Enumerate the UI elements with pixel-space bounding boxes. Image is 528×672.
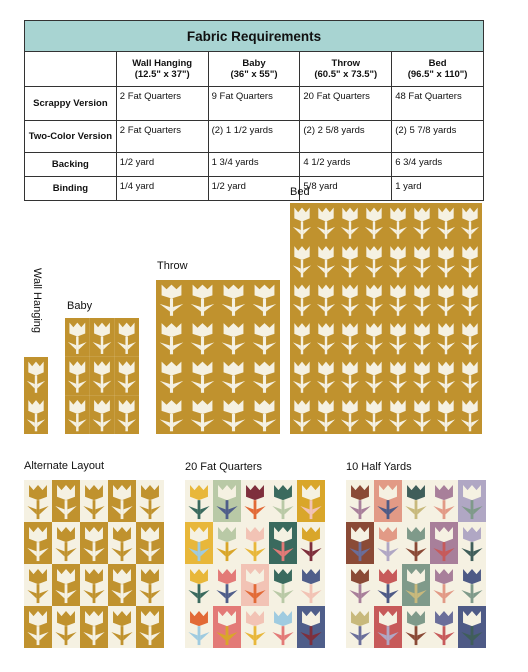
tulip-block <box>338 319 362 358</box>
tulip-block <box>136 522 164 564</box>
tulip-block <box>52 606 80 648</box>
tulip-block <box>241 522 269 564</box>
header-size: (12.5" x 37") <box>134 69 190 80</box>
tulip-block <box>65 357 90 396</box>
tulip-block <box>374 522 402 564</box>
tulip-block <box>346 522 374 564</box>
tulip-block <box>434 357 458 396</box>
tulip-block <box>24 480 52 522</box>
tulip-block <box>314 357 338 396</box>
tulip-block <box>362 203 386 242</box>
tulip-block <box>297 564 325 606</box>
baby-label: Baby <box>67 300 93 312</box>
tulip-block <box>24 357 48 396</box>
tulip-block <box>213 606 241 648</box>
tulip-block <box>136 606 164 648</box>
tulip-block <box>156 357 187 396</box>
tulip-block <box>241 606 269 648</box>
tulip-block <box>386 319 410 358</box>
tulip-block <box>218 280 249 319</box>
header-size: (96.5" x 110") <box>407 69 468 80</box>
tulip-block <box>458 396 482 435</box>
tulip-block <box>80 606 108 648</box>
tulip-block <box>213 480 241 522</box>
tulip-block <box>410 357 434 396</box>
header-name: Throw <box>331 58 361 69</box>
tulip-block <box>290 242 314 281</box>
baby-quilt <box>65 318 139 434</box>
tulip-block <box>24 522 52 564</box>
header-baby <box>208 52 300 87</box>
tulip-block <box>297 522 325 564</box>
tulip-block <box>430 522 458 564</box>
tulip-block <box>314 319 338 358</box>
tulip-block <box>290 203 314 242</box>
tulip-block <box>362 357 386 396</box>
table-cell: (2) 2 5/8 yards <box>300 121 392 153</box>
tulip-block <box>24 396 48 435</box>
tulip-block <box>386 396 410 435</box>
tulip-block <box>114 357 139 396</box>
tulip-block <box>346 480 374 522</box>
tulip-block <box>187 396 218 435</box>
tulip-block <box>108 606 136 648</box>
tulip-block <box>290 280 314 319</box>
fabric-requirements-table <box>24 20 484 201</box>
tulip-block <box>386 280 410 319</box>
alternate-layout-quilt <box>24 480 164 648</box>
tulip-block <box>410 280 434 319</box>
tulip-block <box>269 606 297 648</box>
tulip-block <box>314 280 338 319</box>
half-yards-label: 10 Half Yards <box>346 461 412 473</box>
tulip-block <box>362 396 386 435</box>
tulip-block <box>410 396 434 435</box>
tulip-block <box>156 396 187 435</box>
tulip-block <box>290 319 314 358</box>
tulip-block <box>458 319 482 358</box>
bed-quilt <box>290 203 482 434</box>
header-name: Bed <box>428 58 447 69</box>
table-cell: 2 Fat Quarters <box>116 121 208 153</box>
row-label: Binding <box>25 177 117 201</box>
tulip-block <box>314 396 338 435</box>
tulip-block <box>52 564 80 606</box>
tulip-block <box>185 564 213 606</box>
throw-quilt <box>156 280 280 434</box>
tulip-block <box>402 606 430 648</box>
tulip-block <box>249 319 280 358</box>
row-label: Scrappy Version <box>25 87 117 121</box>
table-header-row <box>25 52 484 87</box>
table-cell: 1/4 yard <box>116 177 208 201</box>
table-cell: 1 yard <box>392 177 484 201</box>
throw-label: Throw <box>157 260 188 272</box>
header-size: (60.5" x 73.5") <box>314 69 378 80</box>
tulip-block <box>65 318 90 357</box>
row-label: Two-Color Version <box>25 121 117 153</box>
header-wall-hanging <box>116 52 208 87</box>
tulip-block <box>80 480 108 522</box>
tulip-block <box>218 357 249 396</box>
table-cell: 9 Fat Quarters <box>208 87 300 121</box>
tulip-block <box>156 280 187 319</box>
bed-label: Bed <box>290 186 310 198</box>
wall-hanging-label: Wall Hanging <box>31 268 43 334</box>
table-row <box>25 153 484 177</box>
table-row <box>25 121 484 153</box>
tulip-block <box>374 564 402 606</box>
tulip-block <box>185 606 213 648</box>
tulip-block <box>386 203 410 242</box>
tulip-block <box>218 319 249 358</box>
tulip-block <box>458 280 482 319</box>
half-yards-quilt <box>346 480 486 648</box>
tulip-block <box>52 480 80 522</box>
table-row <box>25 87 484 121</box>
tulip-block <box>249 280 280 319</box>
tulip-block <box>374 480 402 522</box>
tulip-block <box>430 480 458 522</box>
tulip-block <box>187 319 218 358</box>
row-label: Backing <box>25 153 117 177</box>
tulip-block <box>24 606 52 648</box>
header-name: Wall Hanging <box>132 58 193 69</box>
tulip-block <box>249 396 280 435</box>
tulip-block <box>402 564 430 606</box>
table-cell: 1 3/4 yards <box>208 153 300 177</box>
tulip-block <box>80 522 108 564</box>
tulip-block <box>114 395 139 434</box>
tulip-block <box>458 606 486 648</box>
tulip-block <box>213 522 241 564</box>
table-cell: (2) 1 1/2 yards <box>208 121 300 153</box>
tulip-block <box>386 242 410 281</box>
tulip-block <box>269 564 297 606</box>
tulip-block <box>458 357 482 396</box>
tulip-block <box>458 564 486 606</box>
tulip-block <box>338 242 362 281</box>
tulip-block <box>185 480 213 522</box>
tulip-block <box>136 564 164 606</box>
tulip-block <box>386 357 410 396</box>
tulip-block <box>458 522 486 564</box>
tulip-block <box>314 203 338 242</box>
tulip-block <box>346 564 374 606</box>
tulip-block <box>297 606 325 648</box>
tulip-block <box>434 242 458 281</box>
table-cell: (2) 5 7/8 yards <box>392 121 484 153</box>
tulip-block <box>434 319 458 358</box>
table-row <box>25 177 484 201</box>
tulip-block <box>114 318 139 357</box>
table-title: Fabric Requirements <box>25 21 484 52</box>
tulip-block <box>362 280 386 319</box>
tulip-block <box>156 319 187 358</box>
table-cell: 4 1/2 yards <box>300 153 392 177</box>
tulip-block <box>269 522 297 564</box>
header-size: (36" x 55") <box>230 69 278 80</box>
table-cell: 2 Fat Quarters <box>116 87 208 121</box>
tulip-block <box>346 606 374 648</box>
tulip-block <box>290 357 314 396</box>
tulip-block <box>290 396 314 435</box>
tulip-block <box>362 242 386 281</box>
header-bed <box>392 52 484 87</box>
table-cell: 6 3/4 yards <box>392 153 484 177</box>
alternate-layout-label: Alternate Layout <box>24 460 105 472</box>
tulip-block <box>297 480 325 522</box>
table-cell: 5/8 yard <box>300 177 392 201</box>
tulip-block <box>187 280 218 319</box>
tulip-block <box>241 564 269 606</box>
tulip-block <box>213 564 241 606</box>
tulip-block <box>434 280 458 319</box>
tulip-block <box>269 480 297 522</box>
tulip-block <box>108 480 136 522</box>
tulip-block <box>80 564 108 606</box>
tulip-block <box>434 203 458 242</box>
tulip-block <box>362 319 386 358</box>
tulip-block <box>430 564 458 606</box>
header-name: Baby <box>242 58 266 69</box>
table-cell: 1/2 yard <box>116 153 208 177</box>
tulip-block <box>90 395 115 434</box>
tulip-block <box>338 203 362 242</box>
tulip-block <box>218 396 249 435</box>
tulip-block <box>249 357 280 396</box>
tulip-block <box>374 606 402 648</box>
tulip-block <box>410 242 434 281</box>
tulip-block <box>314 242 338 281</box>
wall-hanging-quilt <box>24 357 48 434</box>
tulip-block <box>136 480 164 522</box>
tulip-block <box>410 319 434 358</box>
tulip-block <box>52 522 80 564</box>
tulip-block <box>108 522 136 564</box>
tulip-block <box>338 357 362 396</box>
tulip-block <box>410 203 434 242</box>
tulip-block <box>402 480 430 522</box>
tulip-block <box>430 606 458 648</box>
tulip-block <box>402 522 430 564</box>
header-blank <box>25 52 117 87</box>
tulip-block <box>90 318 115 357</box>
tulip-block <box>185 522 213 564</box>
table-cell: 20 Fat Quarters <box>300 87 392 121</box>
tulip-block <box>458 242 482 281</box>
fat-quarters-quilt <box>185 480 325 648</box>
tulip-block <box>90 357 115 396</box>
tulip-block <box>338 280 362 319</box>
table-cell: 48 Fat Quarters <box>392 87 484 121</box>
tulip-block <box>434 396 458 435</box>
tulip-block <box>24 564 52 606</box>
fat-quarters-label: 20 Fat Quarters <box>185 461 263 473</box>
tulip-block <box>187 357 218 396</box>
tulip-block <box>458 480 486 522</box>
table-cell: 1/2 yard <box>208 177 300 201</box>
header-throw <box>300 52 392 87</box>
tulip-block <box>65 395 90 434</box>
tulip-block <box>338 396 362 435</box>
tulip-block <box>108 564 136 606</box>
tulip-block <box>458 203 482 242</box>
tulip-block <box>241 480 269 522</box>
